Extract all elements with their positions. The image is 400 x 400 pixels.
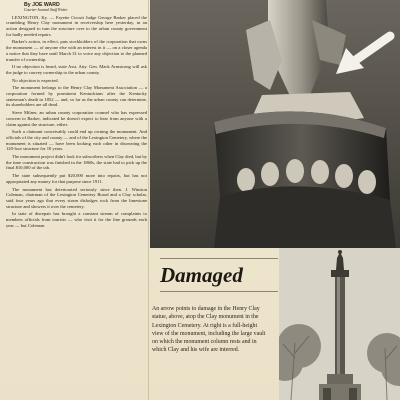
article-paragraph: If no objection is heard, state Asst. Atty. Gen. Mack Armstrong will ask the judge to convey ownership to the urban county.	[6, 64, 147, 75]
monument-photo	[279, 248, 400, 400]
article-paragraph: The monument has deteriorated seriously since then. J. Winston Coleman, chairman of the Lexington Cemetery Board and a Clay scholar, said four years ago that every storm dislodges rock from the limestone structure and showers it over the cemetery.	[6, 186, 147, 209]
statue-photo-graphic	[150, 0, 400, 248]
article-paragraph: Steve Milner, an urban county corporation counsel who has expressed concern to Barker, indicated he doesn't expect to hear from anyone with a claim against the structure, either.	[6, 110, 147, 127]
monument-photo-graphic	[279, 248, 400, 400]
article-paragraph: No objection is expected.	[12, 77, 59, 83]
article-paragraph: The monument belongs to the Henry Clay Monument Association — a corporation formed by prominent Kentuckians after the Kentucky statesman's death in 1852 — and, so far as the urban county can determine, its shareholders are all dead.	[6, 85, 147, 108]
article-paragraph: Barker's action, in effect, puts stockholders of the corporation that owns the monument — of anyone else with an interest in it — on a closer agenda a notice that they have until March 31 to voice any objection to the planned transfer of ownership.	[6, 39, 147, 62]
article-paragraph: The state subsequently put $20,000 more into repairs, but has not appropriated any money for that purpose since 1911.	[6, 173, 147, 184]
statue-photo	[150, 0, 400, 248]
photo-caption: An arrow points to damage in the Henry Clay statue, above, atop the Clay monument in the Lexington Cemetery. At right is a full-height view of the monument, including the large vault on which the monument column rests and in which Clay and his wife are interred.	[152, 306, 266, 354]
article-paragraph: In state of disrepair has brought a constant stream of complaints to members officials from tourists — who visit it for the fine grounds each year — but Coleman	[6, 211, 147, 228]
staff-line: Courier-Journal Staff Writer	[24, 8, 68, 12]
column-divider	[148, 0, 149, 400]
article-paragraph: The monument project didn't look for subscribers when Clay died, but by the time construction was finished in the 1860s, the state had to pick up the final $10,000 of the tab.	[6, 154, 147, 171]
article-paragraph: Such a claimant conceivably could end up owning the monument. And officials of the city and county — and of the Lexington Cemetery, where the monument is situated — have been looking each other in disowning the 120-foot structure for 10 years.	[6, 129, 147, 152]
article-column	[6, 2, 147, 400]
article-paragraph: LEXINGTON, Ky. — Fayette Circuit Judge George Barker placed the crumbling Henry Clay monument in receivership here yesterday, in an action designed to turn the structure over to the urban county government for badly needed repairs.	[6, 14, 147, 37]
headline: Damaged	[160, 258, 278, 292]
byline: By JOE WARD	[24, 2, 60, 8]
